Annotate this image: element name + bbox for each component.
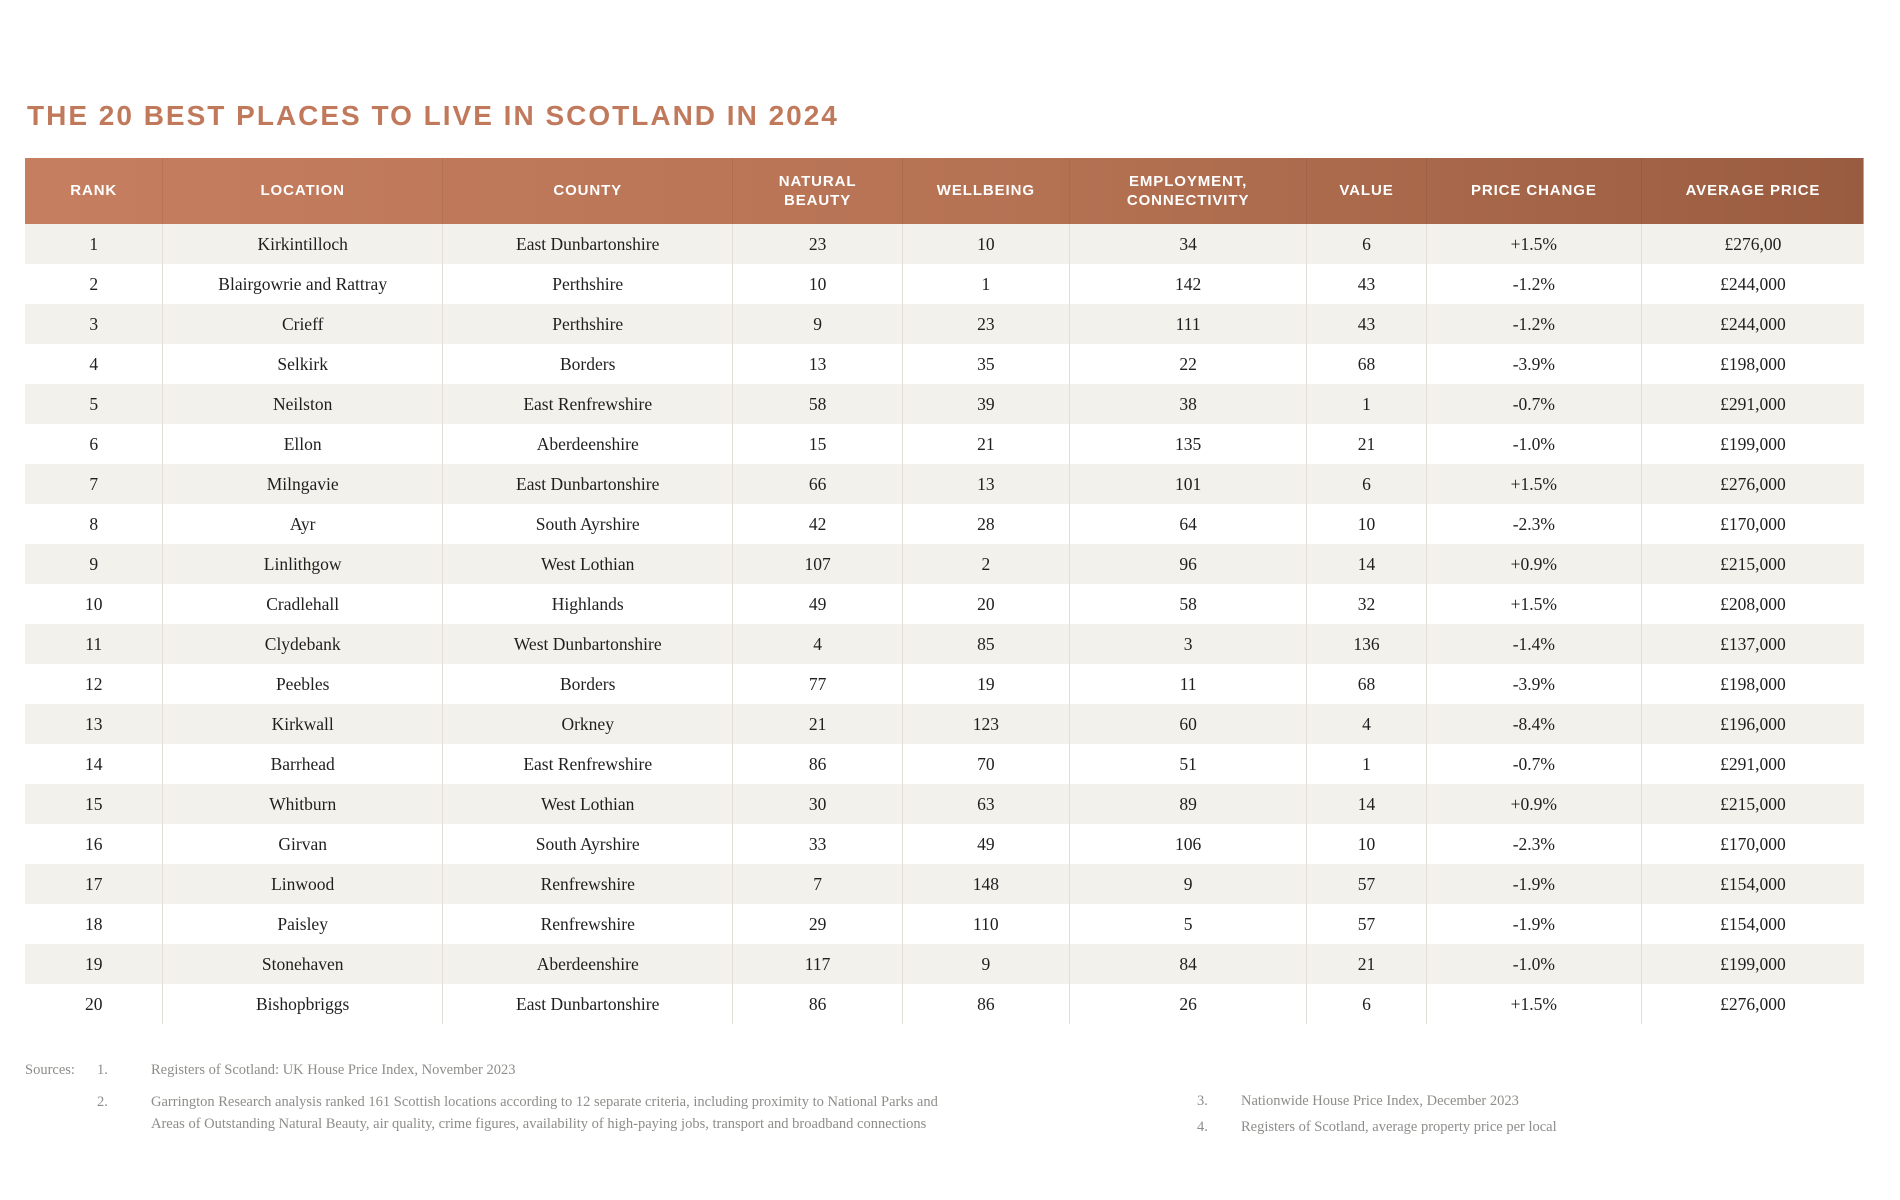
cell-average_price: £137,000 [1720, 633, 1786, 654]
cell-location: Kirkintilloch [163, 224, 443, 264]
table-row [25, 624, 1864, 664]
cell-county: South Ayrshire [442, 824, 733, 864]
cell-wellbeing: 85 [902, 624, 1069, 664]
table-row [25, 424, 1864, 464]
cell-location: Stonehaven [163, 944, 443, 984]
sources-label: Sources: [25, 1062, 75, 1078]
table-row [25, 544, 1864, 584]
cell-wellbeing: 28 [902, 504, 1069, 544]
source-item [1197, 1117, 1864, 1139]
cell-location: Girvan [163, 824, 443, 864]
cell-price_change: -1.2% [1426, 264, 1641, 304]
cell-price_change: +1.5% [1426, 464, 1641, 504]
cell-price_change: -2.3% [1426, 824, 1641, 864]
cell-county: West Lothian [442, 544, 733, 584]
cell-average_price: £215,000 [1720, 553, 1786, 574]
cell-value: 6 [1307, 984, 1427, 1024]
cell-employment_connectivity: 11 [1070, 664, 1307, 704]
cell-average_price: £276,000 [1720, 473, 1786, 494]
sources-left-column [25, 1060, 1197, 1145]
cell-rank: 13 [25, 704, 163, 744]
cell-price_change: -1.4% [1426, 624, 1641, 664]
table-row [25, 984, 1864, 1024]
cell-location: Whitburn [163, 784, 443, 824]
cell-price_change: -3.9% [1426, 664, 1641, 704]
cell-natural_beauty: 4 [733, 624, 902, 664]
cell-rank: 14 [25, 744, 163, 784]
cell-value: 1 [1307, 744, 1427, 784]
source-number: 4. [1197, 1118, 1208, 1135]
cell-employment_connectivity: 26 [1070, 984, 1307, 1024]
cell-natural_beauty: 7 [733, 864, 902, 904]
cell-price_change: -0.7% [1426, 384, 1641, 424]
cell-price_change: -2.3% [1426, 504, 1641, 544]
cell-value: 57 [1307, 864, 1427, 904]
cell-natural_beauty: 21 [733, 704, 902, 744]
cell-employment_connectivity: 101 [1070, 464, 1307, 504]
cell-county: Orkney [442, 704, 733, 744]
cell-price_change: +0.9% [1426, 544, 1641, 584]
cell-value: 21 [1307, 424, 1427, 464]
cell-location: Selkirk [163, 344, 443, 384]
cell-average_price: £170,000 [1720, 513, 1786, 534]
column-header-wellbeing: WELLBEING [902, 158, 1069, 224]
source-number: 3. [1197, 1093, 1208, 1109]
source-item [1197, 1091, 1864, 1113]
table-row [25, 704, 1864, 744]
table-row [25, 944, 1864, 984]
cell-average_price: £170,000 [1720, 833, 1786, 854]
cell-location: Cradlehall [163, 584, 443, 624]
cell-average_price: £199,000 [1720, 953, 1786, 974]
cell-county: Renfrewshire [442, 864, 733, 904]
cell-rank: 2 [25, 264, 163, 304]
cell-value: 6 [1307, 224, 1427, 264]
cell-wellbeing: 23 [902, 304, 1069, 344]
column-header-county: COUNTY [442, 158, 733, 224]
cell-rank: 20 [25, 984, 163, 1024]
cell-county: Borders [442, 664, 733, 704]
cell-natural_beauty: 33 [733, 824, 902, 864]
cell-employment_connectivity: 3 [1070, 624, 1307, 664]
cell-average_price: £154,000 [1720, 913, 1786, 934]
cell-county: South Ayrshire [442, 504, 733, 544]
cell-employment_connectivity: 38 [1070, 384, 1307, 424]
best-places-table [25, 158, 1864, 1024]
cell-employment_connectivity: 60 [1070, 704, 1307, 744]
cell-wellbeing: 9 [902, 944, 1069, 984]
cell-wellbeing: 1 [902, 264, 1069, 304]
cell-employment_connectivity: 89 [1070, 784, 1307, 824]
page-title: THE 20 BEST PLACES TO LIVE IN SCOTLAND IN 2024 [27, 100, 839, 131]
cell-county: Highlands [442, 584, 733, 624]
cell-rank: 5 [25, 384, 163, 424]
cell-county: Renfrewshire [442, 904, 733, 944]
cell-location: Crieff [163, 304, 443, 344]
cell-average_price: £291,000 [1720, 393, 1786, 414]
cell-employment_connectivity: 96 [1070, 544, 1307, 584]
cell-employment_connectivity: 142 [1070, 264, 1307, 304]
cell-employment_connectivity: 9 [1070, 864, 1307, 904]
cell-rank: 3 [25, 304, 163, 344]
cell-natural_beauty: 9 [733, 304, 902, 344]
table-row [25, 744, 1864, 784]
cell-rank: 19 [25, 944, 163, 984]
cell-county: Aberdeenshire [442, 944, 733, 984]
cell-value: 4 [1307, 704, 1427, 744]
cell-employment_connectivity: 51 [1070, 744, 1307, 784]
source-text: Registers of Scotland: UK House Price Index, November 2023 [151, 1062, 516, 1078]
cell-county: East Dunbartonshire [442, 464, 733, 504]
cell-natural_beauty: 30 [733, 784, 902, 824]
source-text: Garrington Research analysis ranked 161 Scottish locations according to 12 separate criteria, including proximity to National Parks and Areas of Outstanding Natural Beauty, air quality, crime figures, availability of high-paying jobs, transport and broadband connections [151, 1093, 938, 1132]
table-row [25, 664, 1864, 704]
table-header [25, 158, 1864, 224]
sources-right-column [1197, 1091, 1864, 1143]
cell-wellbeing: 110 [902, 904, 1069, 944]
cell-location: Clydebank [163, 624, 443, 664]
cell-wellbeing: 39 [902, 384, 1069, 424]
cell-rank: 17 [25, 864, 163, 904]
cell-value: 68 [1307, 344, 1427, 384]
column-header-employment_connectivity: EMPLOYMENT, CONNECTIVITY [1070, 158, 1307, 224]
source-number: 2. [97, 1093, 108, 1110]
cell-average_price: £291,000 [1720, 753, 1786, 774]
cell-location: Blairgowrie and Rattray [163, 264, 443, 304]
cell-rank: 1 [25, 224, 163, 264]
cell-natural_beauty: 23 [733, 224, 902, 264]
cell-rank: 6 [25, 424, 163, 464]
cell-value: 43 [1307, 264, 1427, 304]
cell-employment_connectivity: 64 [1070, 504, 1307, 544]
table-row [25, 224, 1864, 264]
cell-county: East Dunbartonshire [442, 984, 733, 1024]
cell-rank: 10 [25, 584, 163, 624]
cell-value: 6 [1307, 464, 1427, 504]
cell-value: 10 [1307, 504, 1427, 544]
cell-natural_beauty: 58 [733, 384, 902, 424]
cell-average_price: £154,000 [1720, 873, 1786, 894]
cell-county: Aberdeenshire [442, 424, 733, 464]
table-row [25, 584, 1864, 624]
cell-price_change: -1.9% [1426, 904, 1641, 944]
cell-value: 1 [1307, 384, 1427, 424]
cell-price_change: -1.9% [1426, 864, 1641, 904]
cell-price_change: -1.2% [1426, 304, 1641, 344]
cell-county: West Dunbartonshire [442, 624, 733, 664]
column-header-price_change: PRICE CHANGE [1426, 158, 1641, 224]
cell-rank: 15 [25, 784, 163, 824]
cell-price_change: +1.5% [1426, 984, 1641, 1024]
table-row [25, 344, 1864, 384]
source-text: Nationwide House Price Index, December 2023 [1241, 1093, 1519, 1109]
cell-average_price: £196,000 [1720, 713, 1786, 734]
cell-price_change: -1.0% [1426, 424, 1641, 464]
cell-wellbeing: 123 [902, 704, 1069, 744]
cell-rank: 8 [25, 504, 163, 544]
cell-value: 32 [1307, 584, 1427, 624]
cell-natural_beauty: 49 [733, 584, 902, 624]
cell-location: Neilston [163, 384, 443, 424]
table-header-row [25, 158, 1864, 224]
cell-price_change: +1.5% [1426, 224, 1641, 264]
table-row [25, 504, 1864, 544]
cell-employment_connectivity: 111 [1070, 304, 1307, 344]
cell-location: Bishopbriggs [163, 984, 443, 1024]
table-row [25, 864, 1864, 904]
cell-employment_connectivity: 22 [1070, 344, 1307, 384]
cell-rank: 18 [25, 904, 163, 944]
cell-average_price: £198,000 [1720, 353, 1786, 374]
cell-wellbeing: 21 [902, 424, 1069, 464]
column-header-value: VALUE [1307, 158, 1427, 224]
cell-wellbeing: 148 [902, 864, 1069, 904]
cell-employment_connectivity: 106 [1070, 824, 1307, 864]
cell-location: Kirkwall [163, 704, 443, 744]
column-header-natural_beauty: NATURAL BEAUTY [733, 158, 902, 224]
cell-wellbeing: 20 [902, 584, 1069, 624]
cell-rank: 12 [25, 664, 163, 704]
cell-natural_beauty: 117 [733, 944, 902, 984]
cell-location: Paisley [163, 904, 443, 944]
cell-average_price: £208,000 [1720, 593, 1786, 614]
cell-natural_beauty: 66 [733, 464, 902, 504]
cell-rank: 7 [25, 464, 163, 504]
cell-employment_connectivity: 5 [1070, 904, 1307, 944]
cell-wellbeing: 13 [902, 464, 1069, 504]
table-row [25, 264, 1864, 304]
sources-section [25, 1060, 1864, 1145]
cell-employment_connectivity: 34 [1070, 224, 1307, 264]
cell-location: Milngavie [163, 464, 443, 504]
cell-wellbeing: 2 [902, 544, 1069, 584]
cell-value: 14 [1307, 544, 1427, 584]
cell-natural_beauty: 107 [733, 544, 902, 584]
table-row [25, 304, 1864, 344]
source-item [25, 1060, 1197, 1082]
cell-location: Ellon [163, 424, 443, 464]
cell-location: Linlithgow [163, 544, 443, 584]
cell-rank: 9 [25, 544, 163, 584]
cell-natural_beauty: 42 [733, 504, 902, 544]
cell-county: Perthshire [442, 304, 733, 344]
cell-natural_beauty: 15 [733, 424, 902, 464]
column-header-location: LOCATION [163, 158, 443, 224]
table-row [25, 464, 1864, 504]
cell-location: Peebles [163, 664, 443, 704]
cell-wellbeing: 35 [902, 344, 1069, 384]
column-header-rank: RANK [25, 158, 163, 224]
cell-county: East Renfrewshire [442, 744, 733, 784]
cell-price_change: -8.4% [1426, 704, 1641, 744]
source-text: Registers of Scotland, average property price per local [1241, 1118, 1557, 1135]
cell-wellbeing: 70 [902, 744, 1069, 784]
cell-average_price: £215,000 [1720, 793, 1786, 814]
cell-average_price: £276,000 [1720, 993, 1786, 1014]
cell-employment_connectivity: 84 [1070, 944, 1307, 984]
cell-natural_beauty: 13 [733, 344, 902, 384]
cell-natural_beauty: 86 [733, 984, 902, 1024]
cell-location: Linwood [163, 864, 443, 904]
cell-average_price: £244,000 [1720, 313, 1786, 334]
cell-employment_connectivity: 58 [1070, 584, 1307, 624]
cell-county: West Lothian [442, 784, 733, 824]
cell-natural_beauty: 29 [733, 904, 902, 944]
cell-value: 136 [1307, 624, 1427, 664]
cell-employment_connectivity: 135 [1070, 424, 1307, 464]
cell-natural_beauty: 86 [733, 744, 902, 784]
cell-wellbeing: 49 [902, 824, 1069, 864]
cell-average_price: £276,00 [1724, 233, 1782, 254]
table-row [25, 904, 1864, 944]
cell-price_change: +1.5% [1426, 584, 1641, 624]
cell-wellbeing: 10 [902, 224, 1069, 264]
cell-value: 10 [1307, 824, 1427, 864]
cell-average_price: £244,000 [1720, 273, 1786, 294]
cell-county: Perthshire [442, 264, 733, 304]
cell-average_price: £199,000 [1720, 433, 1786, 454]
cell-rank: 11 [25, 624, 163, 664]
column-header-average_price: AVERAGE PRICE [1685, 182, 1821, 200]
cell-wellbeing: 63 [902, 784, 1069, 824]
cell-price_change: -3.9% [1426, 344, 1641, 384]
table-row [25, 384, 1864, 424]
cell-natural_beauty: 10 [733, 264, 902, 304]
cell-county: East Renfrewshire [442, 384, 733, 424]
cell-rank: 4 [25, 344, 163, 384]
cell-county: East Dunbartonshire [442, 224, 733, 264]
cell-location: Barrhead [163, 744, 443, 784]
cell-value: 43 [1307, 304, 1427, 344]
cell-wellbeing: 86 [902, 984, 1069, 1024]
table-row [25, 784, 1864, 824]
cell-value: 68 [1307, 664, 1427, 704]
cell-rank: 16 [25, 824, 163, 864]
cell-price_change: -1.0% [1426, 944, 1641, 984]
cell-average_price: £198,000 [1720, 673, 1786, 694]
cell-value: 21 [1307, 944, 1427, 984]
cell-wellbeing: 19 [902, 664, 1069, 704]
cell-price_change: -0.7% [1426, 744, 1641, 784]
source-number: 1. [97, 1062, 108, 1078]
cell-price_change: +0.9% [1426, 784, 1641, 824]
cell-location: Ayr [163, 504, 443, 544]
table-body [25, 224, 1864, 1024]
cell-county: Borders [442, 344, 733, 384]
source-item [25, 1092, 1197, 1136]
cell-natural_beauty: 77 [733, 664, 902, 704]
cell-value: 57 [1307, 904, 1427, 944]
cell-value: 14 [1307, 784, 1427, 824]
table-row [25, 824, 1864, 864]
